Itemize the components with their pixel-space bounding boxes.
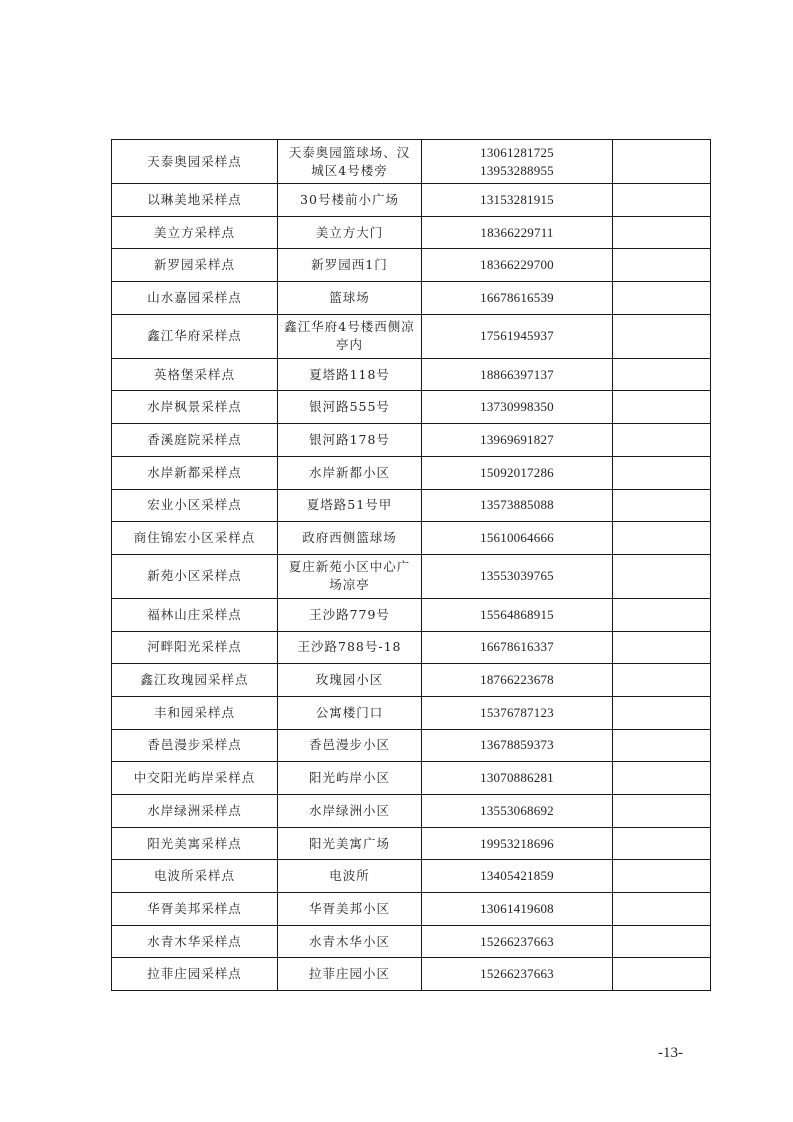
phone-number: 13553039765	[480, 568, 554, 584]
site-name-cell: 河畔阳光采样点	[112, 631, 278, 664]
site-note-cell	[613, 140, 711, 184]
site-location-cell: 政府西侧篮球场	[278, 522, 422, 555]
site-name-cell: 水岸枫景采样点	[112, 391, 278, 424]
site-location-cell: 夏塔路118号	[278, 358, 422, 391]
site-phone-cell	[422, 958, 613, 991]
table-body	[112, 140, 711, 991]
site-location-cell: 银河路555号	[278, 391, 422, 424]
site-phone-cell	[422, 184, 613, 217]
site-location-cell: 玫瑰园小区	[278, 664, 422, 697]
site-phone-cell	[422, 827, 613, 860]
site-location-cell: 水青木华小区	[278, 925, 422, 958]
site-location-cell: 天泰奥园篮球场、汉城区4号楼旁	[278, 140, 422, 184]
site-note-cell	[613, 631, 711, 664]
site-name-cell: 美立方采样点	[112, 216, 278, 249]
site-phone-cell	[422, 893, 613, 926]
table-row	[112, 554, 711, 598]
site-name-cell: 丰和园采样点	[112, 696, 278, 729]
site-name-cell: 英格堡采样点	[112, 358, 278, 391]
site-note-cell	[613, 958, 711, 991]
phone-number: 13070886281	[480, 770, 554, 786]
site-name-cell: 电波所采样点	[112, 860, 278, 893]
site-location-cell: 王沙路779号	[278, 598, 422, 631]
site-note-cell	[613, 249, 711, 282]
site-phone-cell	[422, 729, 613, 762]
site-note-cell	[613, 391, 711, 424]
site-note-cell	[613, 456, 711, 489]
site-note-cell	[613, 925, 711, 958]
phone-number: 13953288955	[480, 162, 554, 178]
site-phone-cell	[422, 795, 613, 828]
site-name-cell: 阳光美寓采样点	[112, 827, 278, 860]
site-phone-cell	[422, 554, 613, 598]
site-phone-cell	[422, 860, 613, 893]
table-row	[112, 216, 711, 249]
site-note-cell	[613, 893, 711, 926]
phone-number: 13730998350	[480, 399, 554, 415]
site-name-cell: 水青木华采样点	[112, 925, 278, 958]
site-location-cell: 香邑漫步小区	[278, 729, 422, 762]
phone-number: 18866397137	[480, 366, 554, 382]
table-row	[112, 762, 711, 795]
table-row	[112, 631, 711, 664]
site-note-cell	[613, 598, 711, 631]
sampling-sites-table	[111, 139, 711, 991]
site-phone-cell	[422, 696, 613, 729]
site-note-cell	[613, 358, 711, 391]
phone-number: 16678616539	[480, 289, 554, 305]
site-note-cell	[613, 314, 711, 358]
phone-number: 13405421859	[480, 868, 554, 884]
site-location-cell: 水岸绿洲小区	[278, 795, 422, 828]
site-location-cell: 夏塔路51号甲	[278, 489, 422, 522]
site-name-cell: 新罗园采样点	[112, 249, 278, 282]
site-location-cell: 美立方大门	[278, 216, 422, 249]
site-location-cell: 鑫江华府4号楼西侧凉亭内	[278, 314, 422, 358]
site-location-cell: 水岸新都小区	[278, 456, 422, 489]
table-row	[112, 249, 711, 282]
site-note-cell	[613, 729, 711, 762]
table-row	[112, 489, 711, 522]
table-row	[112, 958, 711, 991]
phone-number: 13061419608	[480, 900, 554, 916]
site-name-cell: 鑫江华府采样点	[112, 314, 278, 358]
site-location-cell: 公寓楼门口	[278, 696, 422, 729]
site-note-cell	[613, 424, 711, 457]
table-row	[112, 184, 711, 217]
site-phone-cell	[422, 522, 613, 555]
site-name-cell: 福林山庄采样点	[112, 598, 278, 631]
site-location-cell: 电波所	[278, 860, 422, 893]
site-phone-cell	[422, 249, 613, 282]
table-row	[112, 140, 711, 184]
phone-number: 16678616337	[480, 639, 554, 655]
site-phone-cell	[422, 140, 613, 184]
phone-number: 17561945937	[480, 328, 554, 344]
site-phone-cell	[422, 358, 613, 391]
site-name-cell: 中交阳光屿岸采样点	[112, 762, 278, 795]
phone-number: 13153281915	[480, 191, 554, 207]
site-location-cell: 银河路178号	[278, 424, 422, 457]
table-row	[112, 522, 711, 555]
site-phone-cell	[422, 631, 613, 664]
site-name-cell: 商住锦宏小区采样点	[112, 522, 278, 555]
phone-number: 15564868915	[480, 606, 554, 622]
table-row	[112, 358, 711, 391]
site-name-cell: 水岸绿洲采样点	[112, 795, 278, 828]
site-phone-cell	[422, 925, 613, 958]
site-note-cell	[613, 489, 711, 522]
phone-number: 15092017286	[480, 464, 554, 480]
table-row	[112, 925, 711, 958]
site-phone-cell	[422, 489, 613, 522]
site-location-cell: 王沙路788号-18	[278, 631, 422, 664]
phone-number: 18366229700	[480, 257, 554, 273]
phone-number: 13969691827	[480, 431, 554, 447]
site-location-cell: 华胥美邦小区	[278, 893, 422, 926]
site-location-cell: 拉菲庄园小区	[278, 958, 422, 991]
phone-number: 15376787123	[480, 704, 554, 720]
site-phone-cell	[422, 762, 613, 795]
site-name-cell: 华胥美邦采样点	[112, 893, 278, 926]
site-name-cell: 香邑漫步采样点	[112, 729, 278, 762]
phone-number: 15266237663	[480, 933, 554, 949]
phone-number: 13573885088	[480, 497, 554, 513]
site-name-cell: 山水嘉园采样点	[112, 282, 278, 315]
site-location-cell: 夏庄新苑小区中心广场凉亭	[278, 554, 422, 598]
site-location-cell: 篮球场	[278, 282, 422, 315]
site-phone-cell	[422, 664, 613, 697]
table-row	[112, 729, 711, 762]
phone-number: 19953218696	[480, 835, 554, 851]
table-row	[112, 827, 711, 860]
site-note-cell	[613, 860, 711, 893]
table-row	[112, 664, 711, 697]
site-name-cell: 天泰奥园采样点	[112, 140, 278, 184]
site-location-cell: 阳光屿岸小区	[278, 762, 422, 795]
phone-number: 15266237663	[480, 966, 554, 982]
phone-number: 13553068692	[480, 802, 554, 818]
site-note-cell	[613, 664, 711, 697]
site-location-cell: 30号楼前小广场	[278, 184, 422, 217]
phone-number: 18366229711	[480, 224, 554, 240]
site-note-cell	[613, 184, 711, 217]
site-name-cell: 以琳美地采样点	[112, 184, 278, 217]
site-phone-cell	[422, 216, 613, 249]
phone-number: 18766223678	[480, 672, 554, 688]
site-name-cell: 水岸新都采样点	[112, 456, 278, 489]
table-row	[112, 893, 711, 926]
table-row	[112, 314, 711, 358]
site-name-cell: 新苑小区采样点	[112, 554, 278, 598]
table-row	[112, 696, 711, 729]
phone-number: 13678859373	[480, 737, 554, 753]
table-row	[112, 860, 711, 893]
site-note-cell	[613, 282, 711, 315]
phone-number: 15610064666	[480, 530, 554, 546]
site-phone-cell	[422, 598, 613, 631]
site-phone-cell	[422, 424, 613, 457]
site-phone-cell	[422, 391, 613, 424]
site-phone-cell	[422, 456, 613, 489]
site-location-cell: 阳光美寓广场	[278, 827, 422, 860]
table-row	[112, 282, 711, 315]
site-note-cell	[613, 216, 711, 249]
site-note-cell	[613, 554, 711, 598]
table-row	[112, 456, 711, 489]
site-note-cell	[613, 696, 711, 729]
site-note-cell	[613, 762, 711, 795]
site-name-cell: 香溪庭院采样点	[112, 424, 278, 457]
site-name-cell: 拉菲庄园采样点	[112, 958, 278, 991]
page-number: -13-	[658, 1045, 683, 1061]
site-location-cell: 新罗园西1门	[278, 249, 422, 282]
table-row	[112, 391, 711, 424]
phone-number: 13061281725	[480, 144, 554, 160]
site-phone-cell	[422, 282, 613, 315]
site-name-cell: 宏业小区采样点	[112, 489, 278, 522]
site-note-cell	[613, 827, 711, 860]
site-note-cell	[613, 795, 711, 828]
site-note-cell	[613, 522, 711, 555]
table-row	[112, 795, 711, 828]
site-name-cell: 鑫江玫瑰园采样点	[112, 664, 278, 697]
table-row	[112, 598, 711, 631]
table-row	[112, 424, 711, 457]
site-phone-cell	[422, 314, 613, 358]
